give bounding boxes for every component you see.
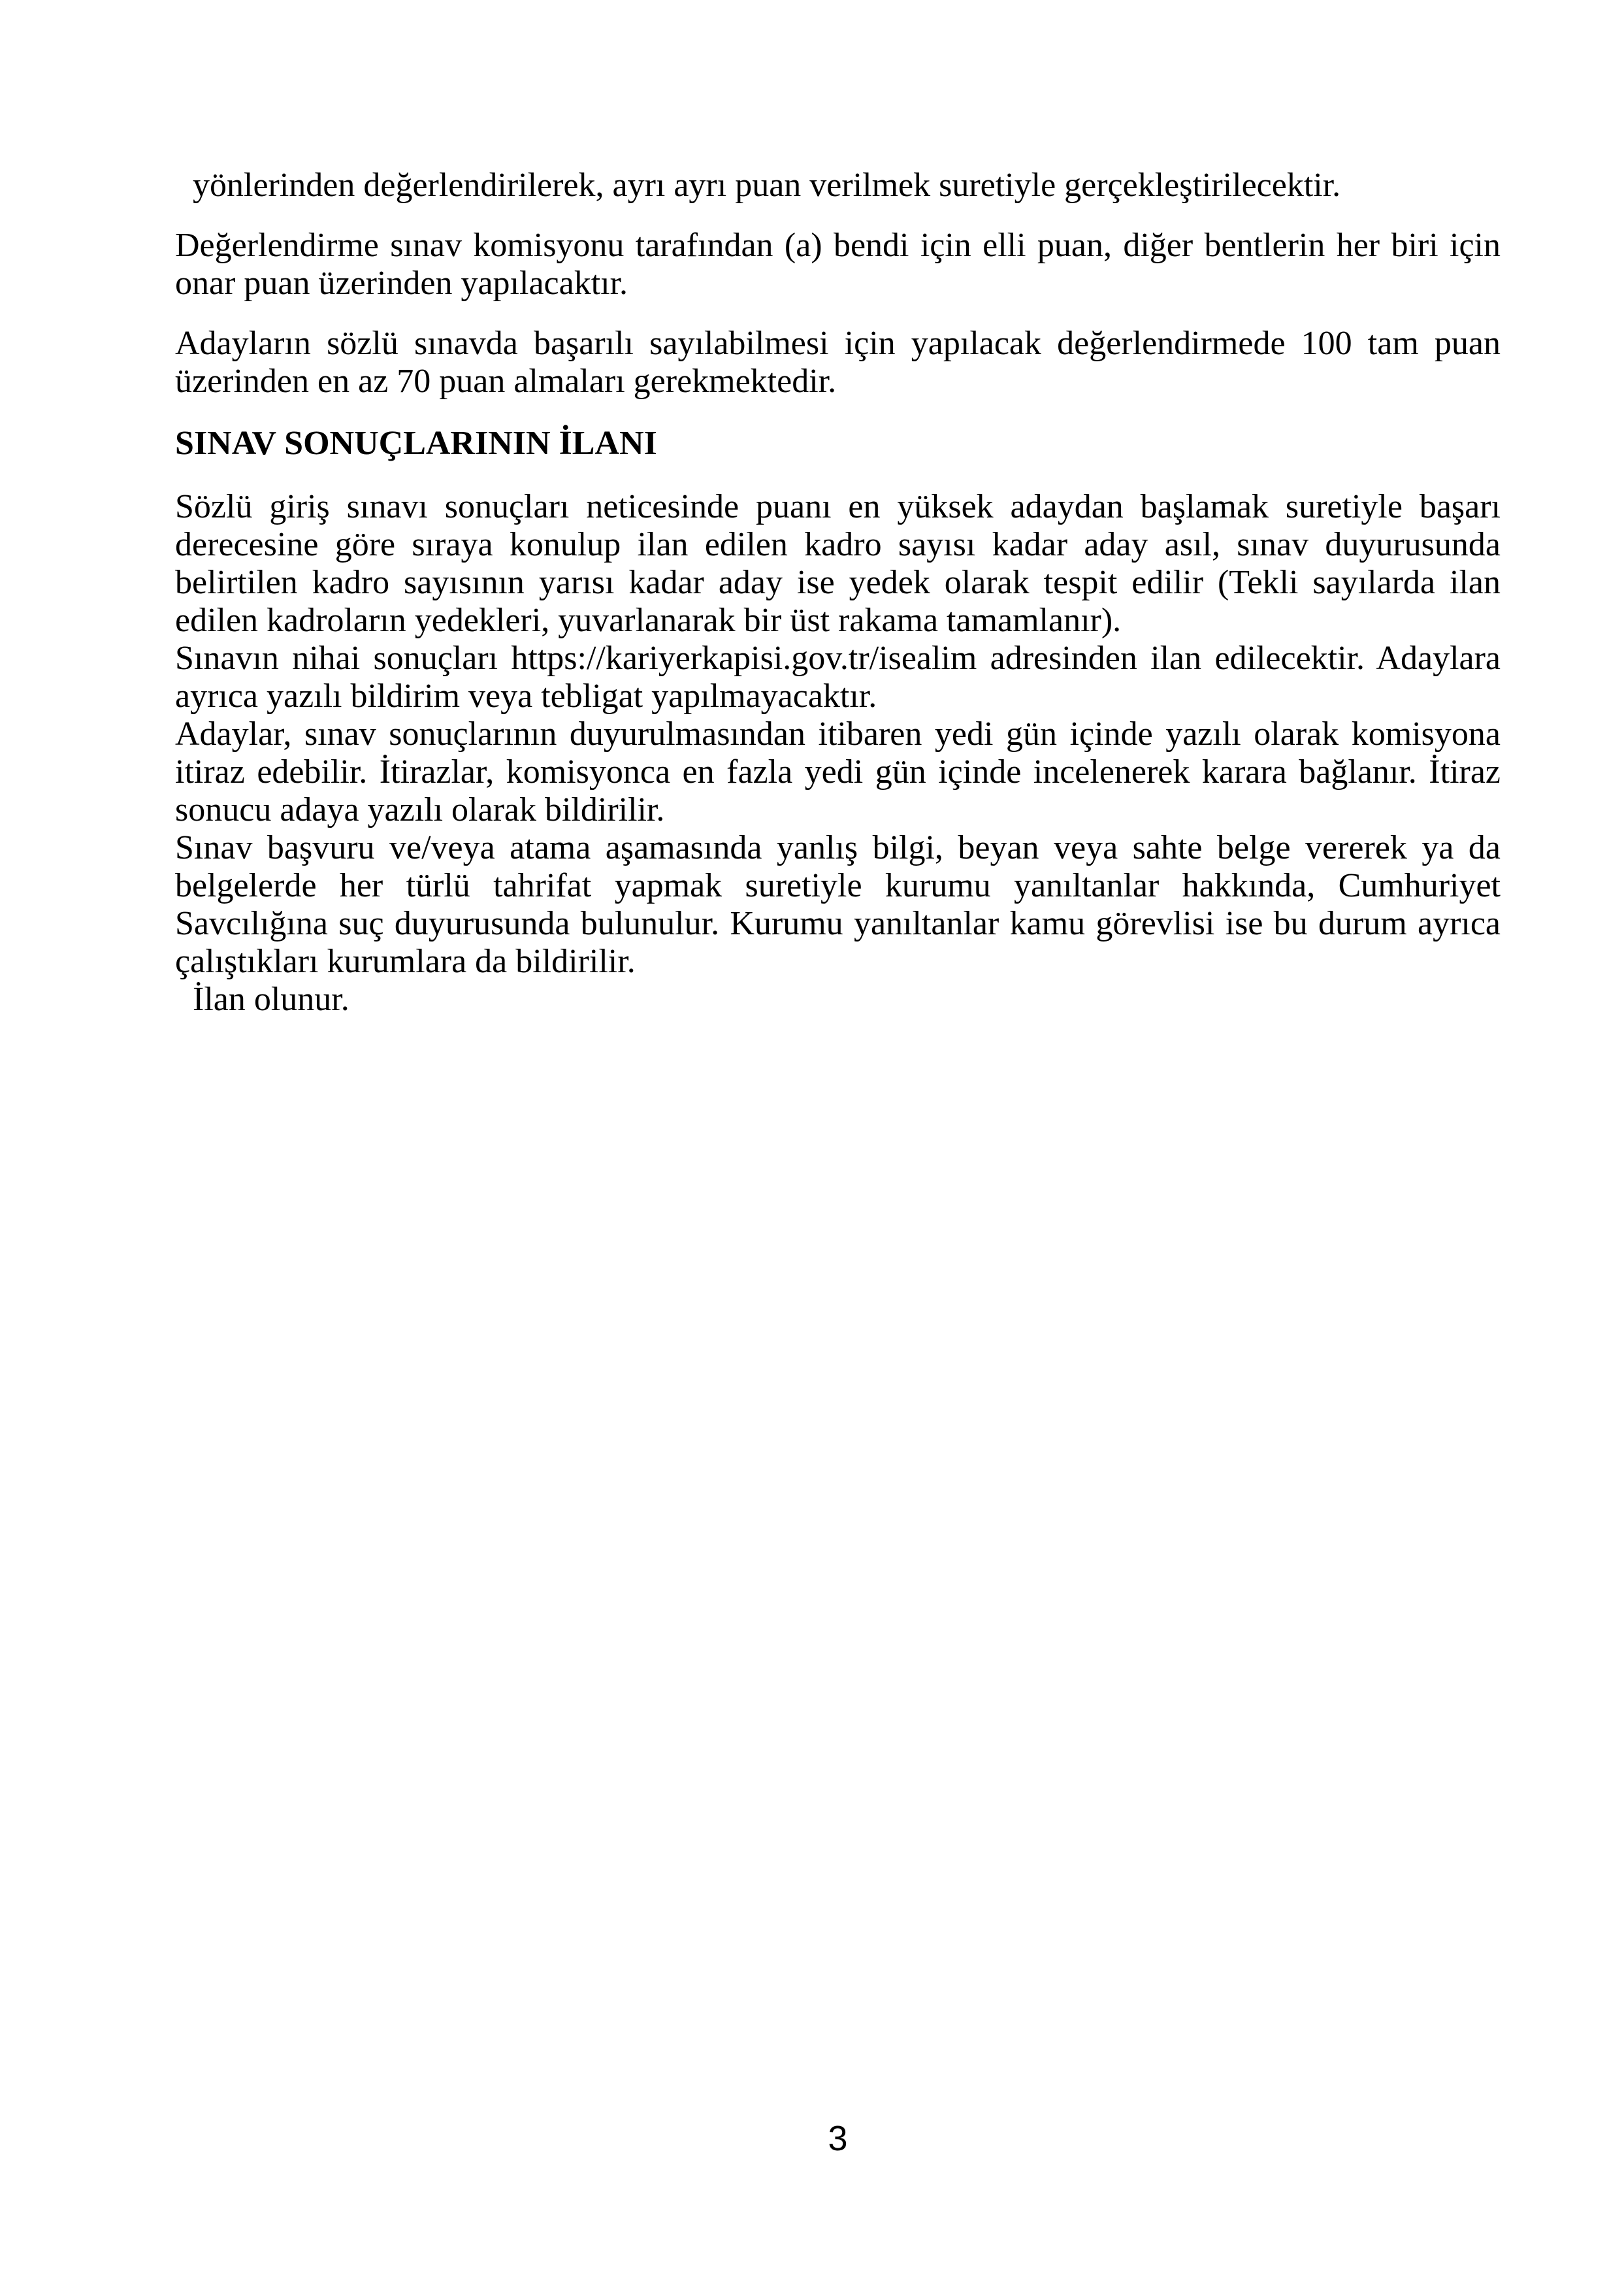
paragraph-objections: Adaylar, sınav sonuçlarının duyurulmasından itibaren yedi gün içinde yazılı olarak komisyona itiraz edebilir. İtirazlar, komisyonca en fazla yedi gün içinde incelenerek karara bağlanır. İtiraz sonucu adaya yazılı olarak bildirilir. (175, 715, 1501, 828)
paragraph-results-ranking: Sözlü giriş sınavı sonuçları neticesinde puanı en yüksek adaydan başlamak suretiyle başarı derecesine göre sıraya konulup ilan edilen kadro sayısı kadar aday asıl, sınav duyurusunda belirtilen kadro sayısının yarısı kadar aday ise yedek olarak tespit edilir (Tekli sayılarda ilan edilen kadroların yedekleri, yuvarlanarak bir üst rakama tamamlanır). (175, 488, 1501, 639)
page-number: 3 (828, 2119, 848, 2158)
paragraph-results-announcement: Sınavın nihai sonuçları https://kariyerkapisi.gov.tr/isealim adresinden ilan edilecektir. Adaylara ayrıca yazılı bildirim veya tebligat yapılmayacaktır. (175, 640, 1501, 715)
closing-line: İlan olunur. (193, 981, 349, 1018)
paragraph-false-statements: Sınav başvuru ve/veya atama aşamasında yanlış bilgi, beyan veya sahte belge vererek ya da belgelerde her türlü tahrifat yapmak suretiyle kurumu yanıltanlar hakkında, Cumhuriyet Savcılığına suç duyurusunda bulunulur. Kurumu yanıltanlar kamu görevlisi ise bu durum ayrıca çalıştıkları kurumlara da bildirilir. (175, 829, 1501, 980)
paragraph-pass-threshold: Adayların sözlü sınavda başarılı sayılabilmesi için yapılacak değerlendirmede 100 tam puan üzerinden en az 70 puan almaları gerekmektedir. (175, 325, 1501, 400)
section-heading-exam-results: SINAV SONUÇLARININ İLANI (175, 425, 657, 462)
paragraph-scoring-method: Değerlendirme sınav komisyonu tarafından (a) bendi için elli puan, diğer bentlerin her biri için onar puan üzerinden yapılacaktır. (175, 227, 1501, 302)
paragraph-continuation: yönlerinden değerlendirilerek, ayrı ayrı puan verilmek suretiyle gerçekleştirilecektir. (193, 167, 1341, 204)
